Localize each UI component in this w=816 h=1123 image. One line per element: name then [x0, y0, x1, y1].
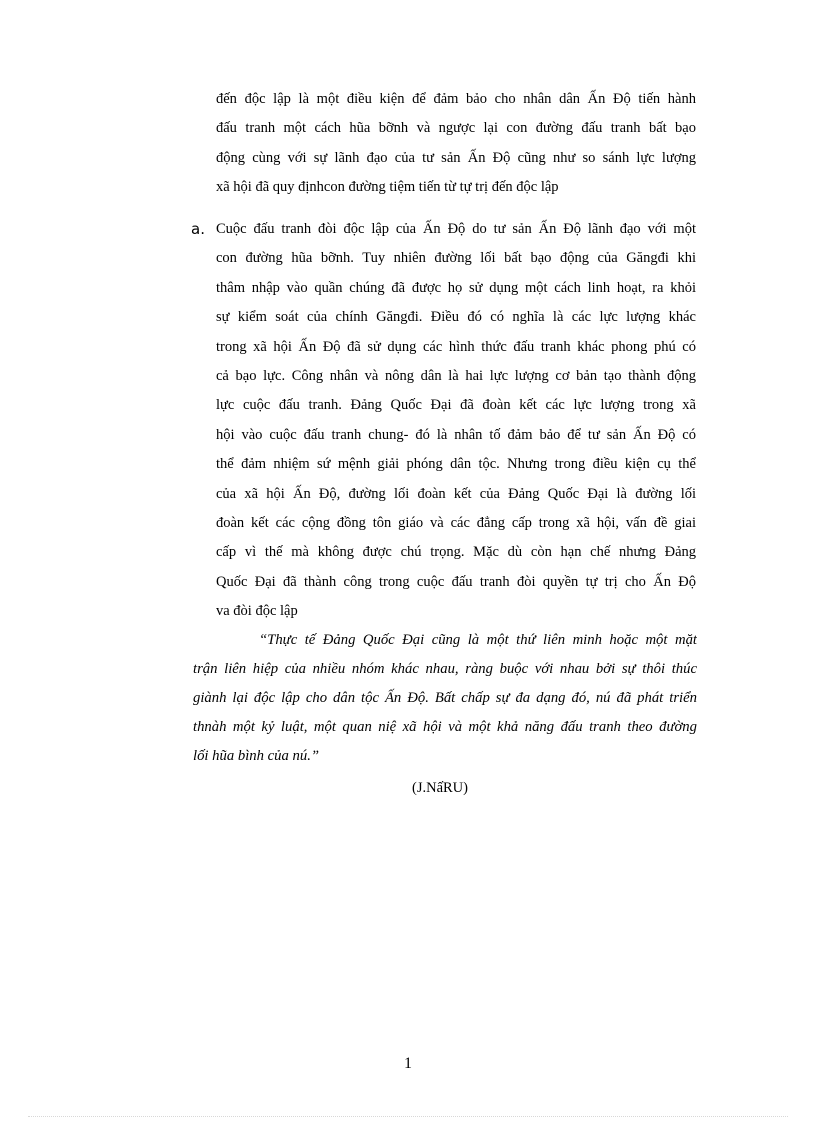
- text-line: thâm nhập vào quần chúng đã được họ sử dụng một cách linh hoạt, ra khỏi: [216, 279, 696, 296]
- quote-line: trận liên hiệp của nhiều nhóm khác nhau, ràng buộc với nhau bởi sự thôi thúc: [193, 661, 697, 677]
- text-line: xã hội đã quy địnhcon đường tiệm tiến từ tự trị đến độc lập: [216, 179, 559, 196]
- page-number: 1: [404, 1055, 412, 1072]
- quote-line: “Thực tế Đảng Quốc Đại cũng là một thứ liên minh hoặc một mặt: [259, 632, 697, 648]
- text-line: động cùng với sự lãnh đạo của tư sản Ấn Độ cũng như so sánh lực lượng: [216, 149, 696, 166]
- quote-line: lối hũa bình của nú.”: [193, 748, 320, 764]
- list-item-paragraph: [216, 215, 696, 626]
- quote-citation: (J.NấRU): [412, 780, 468, 796]
- text-line: đến độc lập là một điều kiện để đảm bảo cho nhân dân Ấn Độ tiến hành: [216, 91, 696, 107]
- text-line: đấu tranh một cách hũa bỡnh và ngược lại con đường đấu tranh bất bạo: [216, 120, 696, 137]
- text-line: của xã hội Ấn Độ, đường lối đoàn kết của Đảng Quốc Đại là đường lối: [216, 485, 696, 502]
- text-line: va đòi độc lập: [216, 603, 298, 620]
- intro-paragraph: [216, 85, 696, 203]
- text-line: sự kiểm soát của chính Găngđi. Điều đó có nghĩa là các lực lượng khác: [216, 309, 696, 326]
- quote-line: giành lại độc lập cho dân tộc Ấn Độ. Bất chấp sự đa dạng đó, nú đã phát triển: [193, 690, 697, 706]
- text-line: Quốc Đại đã thành công trong cuộc đấu tranh đòi quyền tự trị cho Ấn Độ: [216, 573, 696, 590]
- text-line: hội vào cuộc đấu tranh chung- đó là nhân tố đảm bảo để tư sản Ấn Độ có: [216, 426, 696, 443]
- quote-line: thnàh một kỷ luật, một quan niệ xã hội và một khả năng đấu tranh theo đường: [193, 719, 697, 735]
- list-marker: a.: [191, 220, 205, 238]
- text-line: đoàn kết các cộng đồng tôn giáo và các đẳng cấp trong xã hội, vấn đề giai: [216, 514, 696, 531]
- text-line: con đường hũa bỡnh. Tuy nhiên đường lối bất bạo động của Găngđi khi: [216, 250, 696, 267]
- text-line: Cuộc đấu tranh đòi độc lập của Ấn Độ do tư sản Ấn Độ lãnh đạo với một: [216, 221, 696, 237]
- block-quote: [193, 626, 697, 771]
- text-line: cấp vì thế mà không được chú trọng. Mặc dù còn hạn chế nhưng Đảng: [216, 544, 696, 561]
- text-line: trong xã hội Ấn Độ đã sử dụng các hình thức đấu tranh khác phong phú có: [216, 338, 696, 355]
- page-bottom-border: [28, 1116, 788, 1117]
- text-line: lực cuộc đấu tranh. Đảng Quốc Đại đã đoàn kết các lực lượng trong xã: [216, 397, 696, 414]
- text-line: cả bạo lực. Công nhân và nông dân là hai lực lượng cơ bản tạo thành động: [216, 367, 696, 384]
- text-line: thể đảm nhiệm sứ mệnh giải phóng dân tộc. Nhưng trong điều kiện cụ thể: [216, 456, 696, 473]
